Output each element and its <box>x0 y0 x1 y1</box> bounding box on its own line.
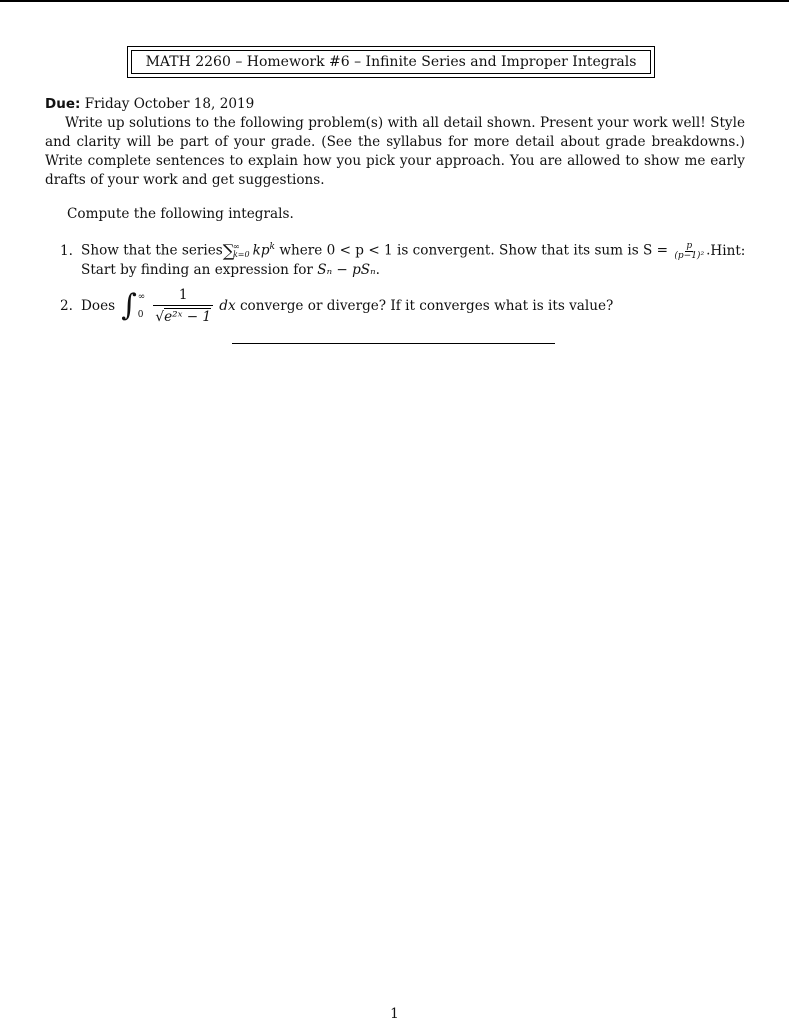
instructions-paragraph: Write up solutions to the following problem(s) with all detail shown. Present your work well! Style and clarity will be part of your grade. (See the syllabus for more detail about grade breakdowns.) Write complete sentences to explain how you pick your approach. You are allowed to show me early drafts of your work and get suggestions. <box>45 115 745 188</box>
problem-1-text-a: Show that the series <box>81 242 223 259</box>
page-number: 1 <box>390 1006 399 1022</box>
end-divider <box>232 343 555 344</box>
due-line <box>45 95 745 114</box>
title-box <box>127 46 655 78</box>
problem-1-text-c: . <box>706 242 711 259</box>
page-title: MATH 2260 – Homework #6 – Infinite Series and Improper Integrals <box>131 50 651 74</box>
due-date: Friday October 18, 2019 <box>84 96 255 112</box>
integrand-numerator: 1 <box>153 286 213 306</box>
radical-symbol: √ <box>155 309 165 325</box>
intro-text: Compute the following integrals. <box>67 206 294 222</box>
summation-limits <box>233 243 250 259</box>
problem-1-text-b: where 0 < p < 1 is convergent. Show that its sum is S = <box>275 242 673 259</box>
integral-limits <box>138 288 146 324</box>
series-term-exponent: k <box>269 242 275 252</box>
integral-upper-limit: ∞ <box>137 292 146 302</box>
problem-2-text-b: converge or diverge? If it converges what is its value? <box>235 298 614 314</box>
integrand-denominator <box>155 306 211 326</box>
radicand: e²ˣ − 1 <box>164 309 212 325</box>
integral-lower-limit: 0 <box>137 310 144 320</box>
problem-1-expression: Sₙ − pSₙ <box>317 261 376 278</box>
problem-2 <box>60 286 744 326</box>
summation-lower: k=0 <box>232 250 250 260</box>
integrand-fraction <box>153 286 213 326</box>
series-term: kp <box>252 242 270 259</box>
problem-2-number: 2. <box>60 298 73 314</box>
sum-fraction-denominator: (p−1)² <box>674 250 705 261</box>
due-label: Due: <box>45 96 81 112</box>
problem-2-text-a: Does <box>81 298 116 314</box>
sum-fraction-numerator: p <box>686 240 693 251</box>
sum-fraction <box>674 242 704 261</box>
problem-1-line2-b: . <box>375 261 380 278</box>
problem-1-number: 1. <box>60 242 73 259</box>
summation-symbol: ∑ <box>222 241 235 262</box>
problem-1-line2-a: Start by finding an expression for <box>81 261 318 278</box>
differential: dx <box>219 298 236 314</box>
hint-label: Hint: <box>710 242 746 259</box>
integral-symbol: ∫ <box>121 288 137 323</box>
problem-1 <box>60 238 744 279</box>
top-rule <box>0 0 789 2</box>
summation-upper: ∞ <box>232 242 240 252</box>
